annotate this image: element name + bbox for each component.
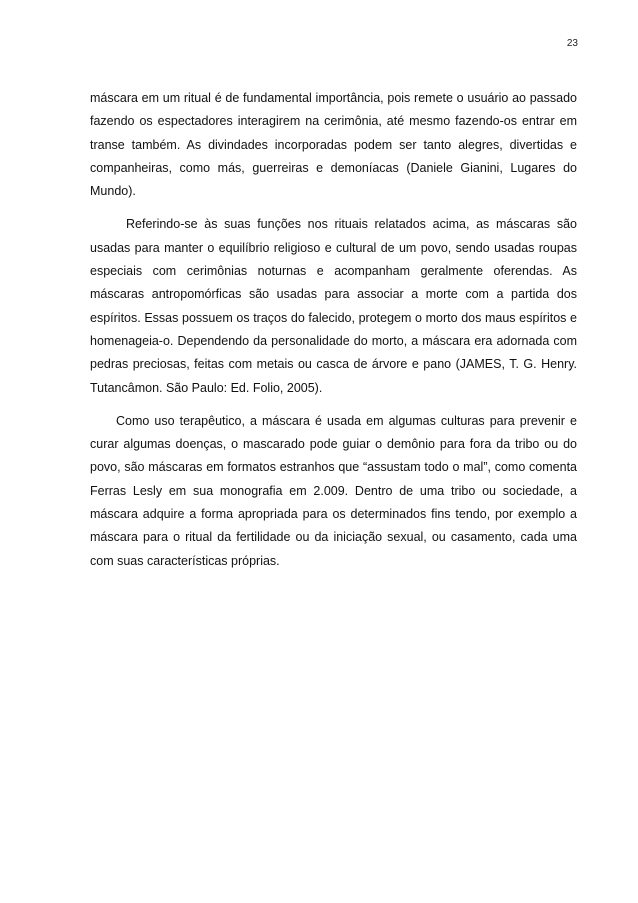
page-number: 23 bbox=[566, 38, 578, 49]
paragraph-ritual-mask: máscara em um ritual é de fundamental importância, pois remete o usuário ao passado fazendo os espectadores interagirem na cerimônia, até mesmo fazendo-os entrar em transe também. As divindades incorporadas podem ser tanto alegres, divertidas e companheiras, como más, guerreiras e demoníacas (Daniele Gianini, Lugares do Mundo). bbox=[90, 91, 577, 199]
paragraph-mask-functions: Referindo-se às suas funções nos rituais relatados acima, as máscaras são usadas para manter o equilíbrio religioso e cultural de um povo, sendo usadas roupas especiais com cerimônias noturnas e acompanham geralmente oferendas. As máscaras antropomórficas são usadas para associar a morte com a partida dos espíritos. Essas possuem os traços do falecido, protegem o morto dos maus espíritos e homenageia-o. Dependendo da personalidade do morto, a máscara era adornada com pedras preciosas, feitas com metais ou casca de árvore e pano (JAMES, T. G. Henry. Tutancâmon. São Paulo: Ed. Folio, 2005). bbox=[90, 217, 577, 395]
document-body bbox=[90, 87, 577, 573]
paragraph-therapeutic-use: Como uso terapêutico, a máscara é usada em algumas culturas para prevenir e curar algumas doenças, o mascarado pode guiar o demônio para fora da tribo ou do povo, são máscaras em formatos estranhos que “assustam todo o mal”, como comenta Ferras Lesly em sua monografia em 2.009. Dentro de uma tribo ou sociedade, a máscara adquire a forma apropriada para os determinados fins tendo, por exemplo a máscara para o ritual da fertilidade ou da iniciação sexual, ou casamento, cada uma com suas características próprias. bbox=[90, 413, 577, 568]
